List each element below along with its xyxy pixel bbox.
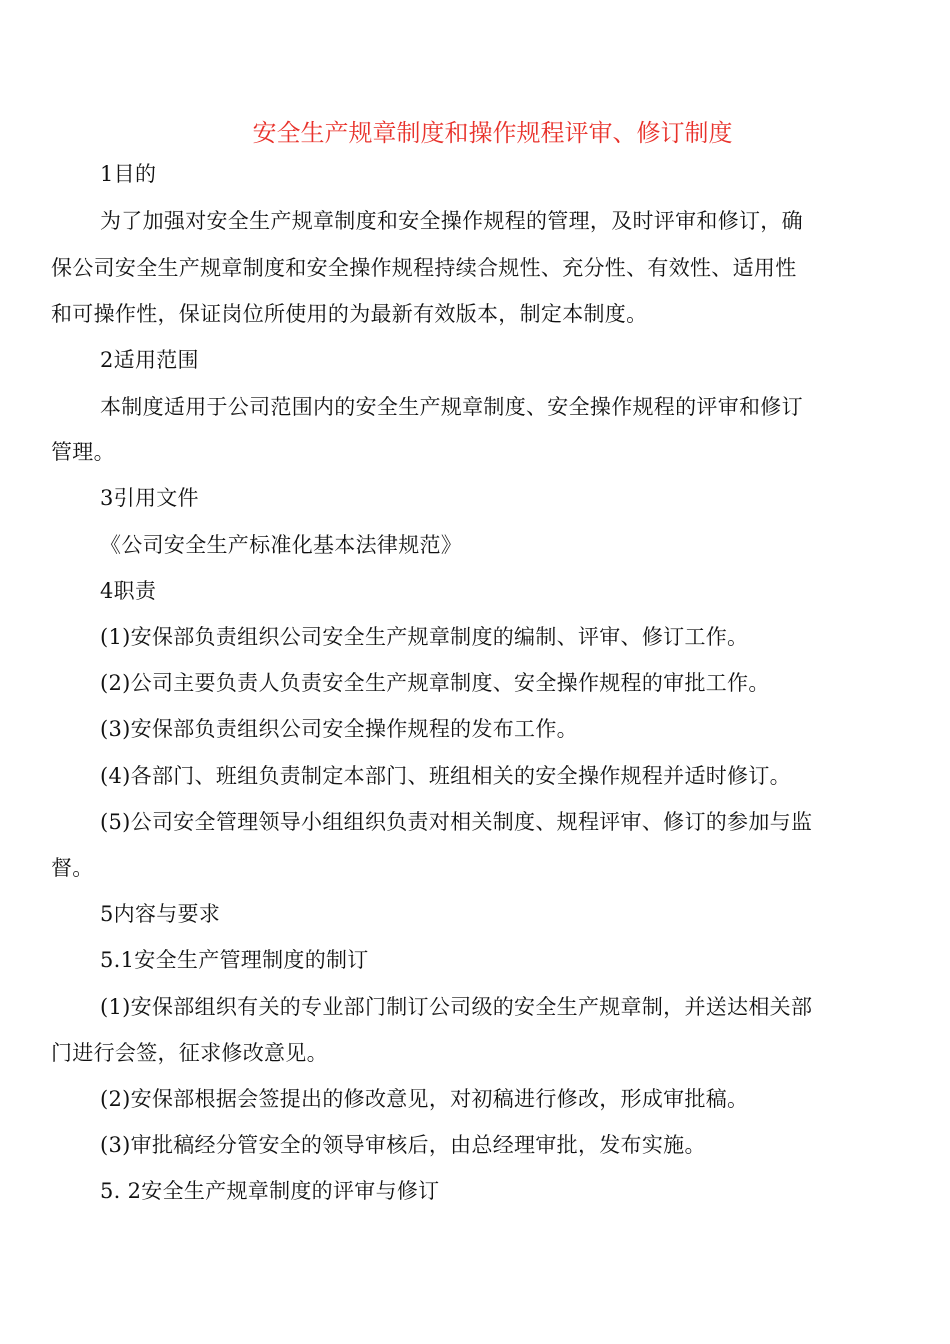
reference-item: 《公司安全生产标准化基本法律规范》: [100, 533, 463, 557]
document-title: 安全生产规章制度和操作规程评审、修订制度: [252, 119, 733, 147]
paragraph-line: 保公司安全生产规章制度和安全操作规程持续合规性、充分性、有效性、适用性: [51, 256, 797, 280]
section-heading-scope: 2适用范围: [100, 348, 199, 372]
list-item: (5)公司安全管理领导小组组织负责对相关制度、规程评审、修订的参加与监: [100, 810, 813, 834]
paragraph-line: 管理。: [51, 440, 115, 464]
list-item: (2)公司主要负责人负责安全生产规章制度、安全操作规程的审批工作。: [100, 671, 770, 695]
list-item: (3)安保部负责组织公司安全操作规程的发布工作。: [100, 717, 578, 741]
list-item: (2)安保部根据会签提出的修改意见，对初稿进行修改，形成审批稿。: [100, 1087, 749, 1111]
list-item-continuation: 督。: [51, 856, 94, 880]
paragraph-line: 为了加强对安全生产规章制度和安全操作规程的管理，及时评审和修订，确: [100, 209, 803, 233]
section-heading-content: 5内容与要求: [100, 902, 221, 926]
subsection-heading: 5.1安全生产管理制度的制订: [100, 948, 369, 972]
list-item: (1)安保部负责组织公司安全生产规章制度的编制、评审、修订工作。: [100, 625, 749, 649]
list-item: (4)各部门、班组负责制定本部门、班组相关的安全操作规程并适时修订。: [100, 764, 791, 788]
paragraph-line: 和可操作性，保证岗位所使用的为最新有效版本，制定本制度。: [51, 302, 648, 326]
list-item: (1)安保部组织有关的专业部门制订公司级的安全生产规章制，并送达相关部: [100, 995, 813, 1019]
paragraph-line: 本制度适用于公司范围内的安全生产规章制度、安全操作规程的评审和修订: [100, 395, 803, 419]
subsection-heading: 5. 2安全生产规章制度的评审与修订: [100, 1179, 440, 1203]
section-heading-responsibilities: 4职责: [100, 579, 157, 603]
section-heading-references: 3引用文件: [100, 486, 199, 510]
list-item-continuation: 门进行会签，征求修改意见。: [51, 1041, 328, 1065]
list-item: (3)审批稿经分管安全的领导审核后，由总经理审批，发布实施。: [100, 1133, 706, 1157]
section-heading-purpose: 1目的: [100, 162, 157, 186]
